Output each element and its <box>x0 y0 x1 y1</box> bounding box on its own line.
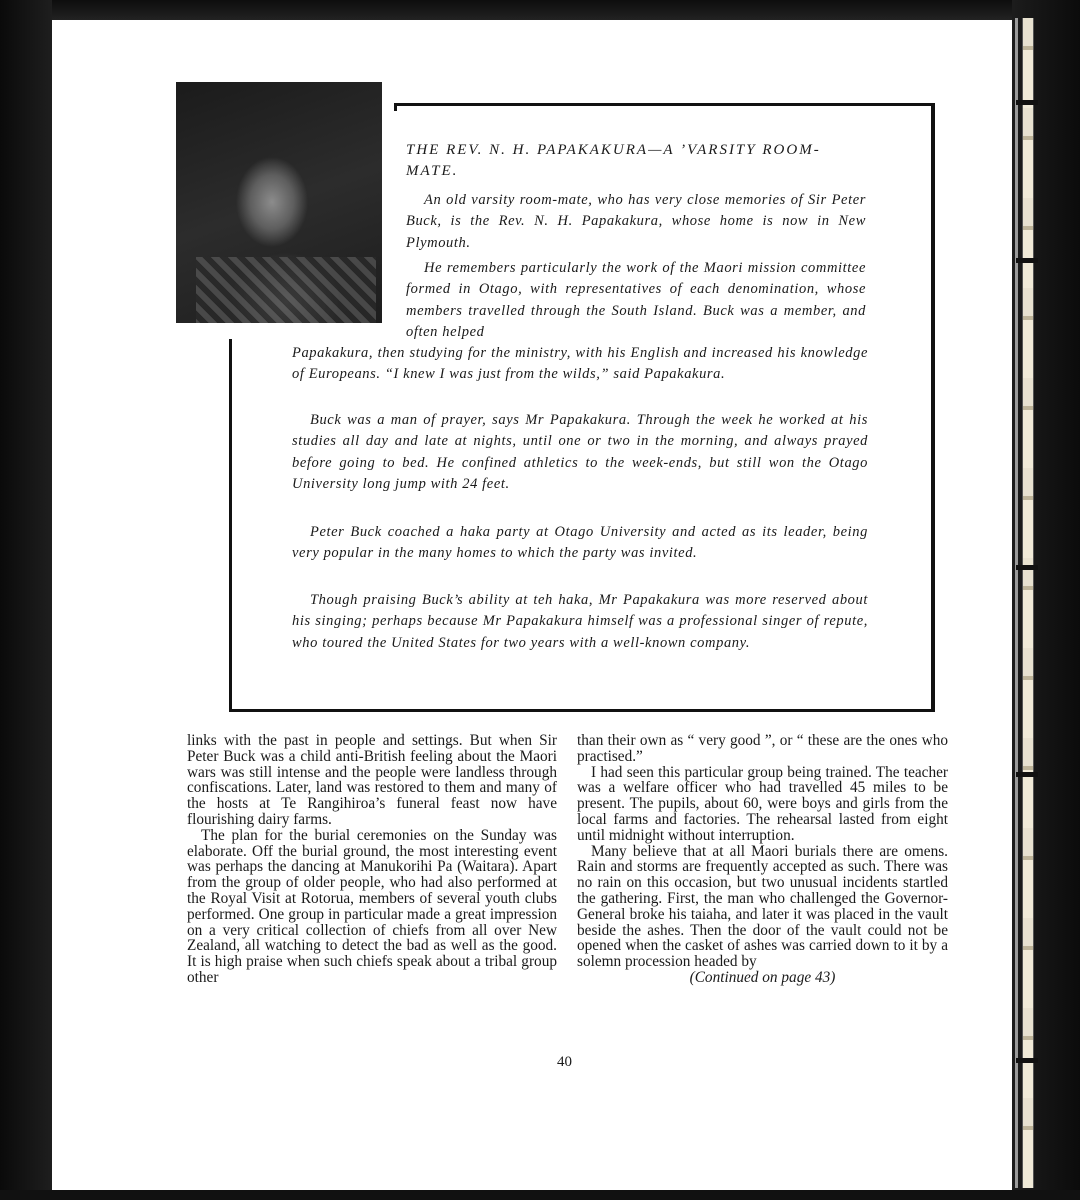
sidebar-paragraph: He remembers particularly the work of the Maori mission committee formed in Otago, with representatives of each denomination, whose members travelled through the South Island. Buck was a member, and often helped <box>406 260 866 340</box>
sidebar-paragraph: Buck was a man of prayer, says Mr Papakakura. Through the week he worked at his studies all day and late at nights, until one or two in the morning, and always prayed before going to bed. He confined athletics to the week-ends, but still won the Otago University long jump with 24 feet. <box>292 412 868 492</box>
scan-border-bottom <box>0 1190 1080 1200</box>
binding-mark <box>1016 565 1038 570</box>
binding-mark <box>1016 258 1038 263</box>
sidebar-paragraph: Papakakura, then studying for the ministry, with his English and increased his knowledge of Europeans. “I knew I was just from the wilds,” said Papakakura. <box>292 345 868 383</box>
body-paragraph: The plan for the burial ceremonies on the Sunday was elaborate. Off the burial ground, the most interesting event was perhaps the dancing at Manukorihi Pa (Waitara). Apart from the group of older people, who had also performed at the Royal Visit at Rotorua, members of several youth clubs performed. One group in particular made a great impression on a very critical collection of chiefs from all over New Zealand, all watching to detect the bad as well as the good. It is high praise when such chiefs speak about a tribal group other <box>187 826 557 986</box>
scan-border-top <box>0 0 1080 20</box>
binding-mark <box>1016 100 1038 105</box>
sidebar-paragraph: Peter Buck coached a haka party at Otago University and acted as its leader, being very popular in the many homes to which the party was invited. <box>292 524 868 562</box>
body-paragraph: than their own as “ very good ”, or “ these are the ones who practised.” <box>577 732 948 765</box>
sidebar-border-left-upper <box>394 103 397 111</box>
binding-strip <box>1022 18 1034 1188</box>
sidebar-border-top <box>394 103 934 106</box>
sidebar-paragraph: Though praising Buck’s ability at teh haka, Mr Papakakura was more reserved about his singing; perhaps because Mr Papakakura himself was a professional singer of repute, who toured the United States for two years with a well-known company. <box>292 592 868 651</box>
page-number: 40 <box>557 1054 572 1070</box>
sidebar-border-bottom <box>229 709 935 712</box>
portrait-photo <box>176 82 382 323</box>
body-column-left <box>187 733 557 986</box>
sidebar-border-left-lower <box>229 339 232 712</box>
sidebar-border-right <box>931 103 935 711</box>
continued-note: (Continued on page 43) <box>689 968 836 986</box>
binding-mark <box>1016 1058 1038 1063</box>
body-paragraph: links with the past in people and settings. But when Sir Peter Buck was a child anti-British feeling about the Maori wars was still intense and the people were landless through confiscations. Later, land was restored to them and many of the hosts at Te Rangihiroa’s funeral feast now have flourishing dairy farms. <box>187 732 557 828</box>
body-column-right <box>577 733 948 986</box>
page-edge <box>1015 18 1018 1188</box>
body-paragraph: Many believe that at all Maori burials there are omens. Rain and storms are frequently accepted as such. There was no rain on this occasion, but two unusual incidents startled the gathering. First, the man who challenged the Governor-General broke his taiaha, and later it was placed in the vault beside the ashes. Then the door of the vault could not be opened when the casket of ashes was carried down to it by a solemn procession headed by <box>577 842 948 971</box>
binding-mark <box>1016 772 1038 777</box>
sidebar-title: THE REV. N. H. PAPAKAKURA—A ’VARSITY ROOM-MATE. <box>406 142 821 179</box>
scan-border-left <box>0 0 52 1200</box>
body-paragraph: I had seen this particular group being trained. The teacher was a welfare officer who had travelled 45 miles to be present. The pupils, about 60, were boys and girls from the local farms and factories. The rehearsal lasted from eight until midnight without interruption. <box>577 763 948 844</box>
portrait-shirt <box>196 257 376 323</box>
sidebar-paragraph: An old varsity room-mate, who has very close memories of Sir Peter Buck, is the Rev. N. H. Papakakura, whose home is now in New Plymouth. <box>406 192 866 251</box>
